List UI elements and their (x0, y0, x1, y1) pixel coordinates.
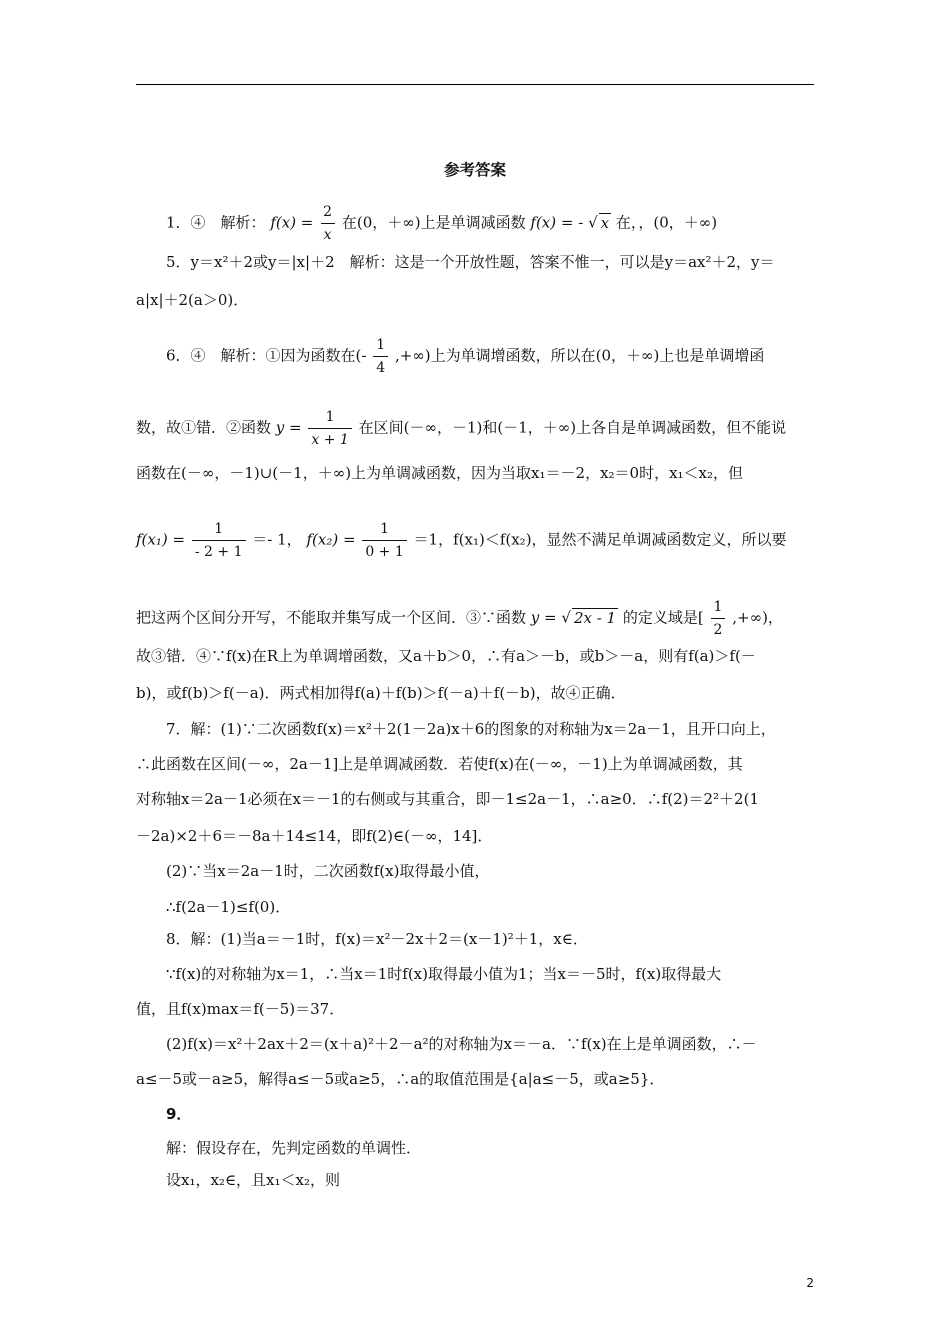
math-text: f(x₂) = (306, 530, 356, 549)
fraction-numerator: 1 (376, 337, 386, 353)
fraction-1-over-2 (711, 598, 726, 639)
fraction-2-over-x (320, 203, 335, 244)
answer-5-line-1: 5．y＝x²＋2或y＝|x|＋2 解析：这是一个开放性题，答案不惟一，可以是y＝ax²＋2，y＝ (166, 253, 775, 271)
answer-text: 6．④ 解析：①因为函数在(- (166, 346, 367, 365)
answer-text: 在区间(－∞，－1)和(－1，＋∞)上各自是单调减函数，但不能说 (358, 418, 787, 437)
page-title: 参考答案 (443, 161, 506, 179)
answer-6-line-5 (136, 598, 783, 639)
math-text: f(x) = - (530, 213, 584, 232)
answer-9-line-1: 解：假设存在，先判定函数的单调性． (166, 1139, 422, 1157)
answer-text: 数，故①错．②函数 (136, 418, 272, 437)
answer-8-line-1: 8．解：(1)当a＝－1时，f(x)＝x²－2x＋2＝(x－1)²＋1，x∈． (166, 930, 588, 948)
fraction-1-over-neg2-plus-1 (192, 520, 246, 561)
answer-9-number: 9． (166, 1105, 192, 1123)
answer-text: ＝1，f(x₁)＜f(x₂)，显然不满足单调减函数定义，所以要 (413, 530, 787, 549)
answer-text: ,+∞)， (732, 608, 783, 627)
answer-6-line-7: b)，或f(b)＞f(－a)．两式相加得f(a)＋f(b)＞f(－a)＋f(－b)，故④正确． (136, 684, 626, 702)
answer-9-line-2: 设x₁，x₂∈，且x₁＜x₂，则 (166, 1171, 340, 1189)
answer-text: ＝- 1， (252, 530, 302, 549)
answer-6-line-6: 故③错．④∵f(x)在R上为单调增函数，又a＋b＞0，∴有a＞－b，或b＞－a，则有f(a)＞f(－ (136, 647, 756, 665)
fraction-numerator: 1 (713, 599, 723, 615)
answer-6-line-3: 函数在(－∞，－1)∪(－1，＋∞)上为单调减函数，因为当取x₁＝－2，x₂＝0时，x₁＜x₂，但 (136, 464, 744, 482)
fraction-numerator: 1 (380, 521, 389, 537)
radicand: x (600, 213, 610, 232)
answer-8-line-2: ∵f(x)的对称轴为x＝1，∴当x＝1时f(x)取得最小值为1；当x＝－5时，f(x)取得最大 (166, 965, 722, 983)
answer-6-line-4 (136, 520, 787, 561)
fraction-1-over-0-plus-1 (362, 520, 406, 561)
answer-7-line-6: ∴f(2a－1)≤f(0)． (166, 898, 291, 916)
answer-5-line-2: a|x|＋2(a＞0)． (136, 291, 249, 309)
sqrt-icon: √ (561, 608, 571, 627)
answer-6-line-1 (166, 336, 764, 377)
answer-7-line-4: －2a)×2＋6＝－8a＋14≤14，即f(2)∈(－∞，14]． (136, 827, 493, 845)
answer-text: 的定义域是[ (622, 608, 704, 627)
answer-6-line-2 (136, 408, 786, 449)
fraction-denominator: x (321, 223, 335, 244)
answer-7-line-5: (2)∵当x＝2a－1时，二次函数f(x)取得最小值， (166, 862, 490, 880)
math-text: f(x₁) = (136, 530, 186, 549)
answer-text: 把这两个区间分开写，不能取并集写成一个区间．③∵函数 (136, 608, 527, 627)
answer-text: 在，，(0，＋∞) (615, 213, 718, 232)
fraction-denominator: 2 (711, 618, 726, 639)
answer-7-line-2: ∴此函数在区间(－∞，2a－1]上是单调减函数．若使f(x)在(－∞，－1)上为单调减函数，其 (136, 755, 743, 773)
sqrt-icon: √ (588, 213, 598, 232)
fraction-denominator: 0 + 1 (362, 540, 406, 561)
math-text: y = (530, 608, 557, 627)
fraction-numerator: 2 (323, 204, 333, 220)
fraction-numerator: 1 (214, 521, 224, 537)
radicand: 2x - 1 (573, 608, 617, 627)
fraction-denominator: - 2 + 1 (192, 540, 246, 561)
header-rule (136, 84, 814, 85)
answer-text: ,+∞)上为单调增函数，所以在(0，＋∞)上也是单调增函 (394, 346, 765, 365)
answer-8-line-5: a≤－5或－a≥5，解得a≤－5或a≥5，∴a的取值范围是{a|a≤－5，或a≥5}． (136, 1070, 665, 1088)
answer-8-line-4: (2)f(x)＝x²＋2ax＋2＝(x＋a)²＋2－a²的对称轴为x＝－a．∵f(x)在上是单调函数，∴－ (166, 1035, 757, 1053)
answer-8-line-3: 值，且f(x)max＝f(－5)＝37． (136, 1000, 345, 1018)
fraction-denominator: 4 (373, 356, 388, 377)
fraction-denominator: x + 1 (308, 428, 351, 449)
fraction-1-over-4 (373, 336, 388, 377)
answer-text: 1．④ 解析： (166, 213, 266, 232)
math-text: f(x) = (270, 213, 314, 232)
fraction-numerator: 1 (325, 409, 335, 425)
page-number: 2 (806, 1276, 814, 1290)
math-text: y = (275, 418, 302, 437)
answer-7-line-3: 对称轴x＝2a－1必须在x＝－1的右侧或与其重合，即－1≤2a－1，∴a≥0．∴f(2)＝2²＋2(1 (136, 790, 759, 808)
answer-1-line (166, 203, 717, 244)
answer-text: 在(0，＋∞)上是单调减函数 (341, 213, 526, 232)
fraction-1-over-x-plus-1 (308, 408, 351, 449)
answer-7-line-1: 7．解：(1)∵二次函数f(x)＝x²＋2(1－2a)x＋6的图象的对称轴为x＝2a－1，且开口向上， (166, 720, 776, 738)
